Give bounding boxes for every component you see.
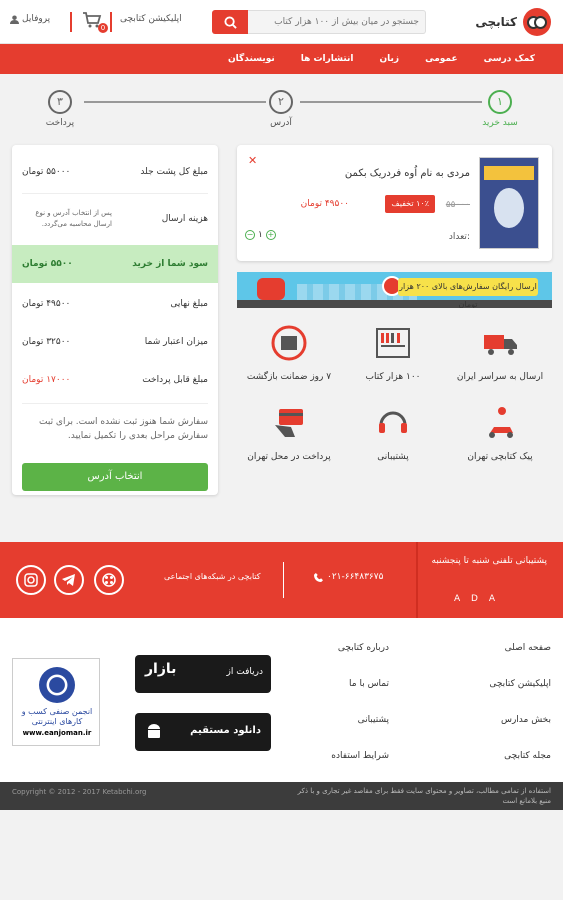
- summary-label: میزان اعتبار شما: [144, 337, 208, 347]
- footer-link-schools[interactable]: بخش مدارس: [500, 715, 551, 725]
- footer-link-magazine[interactable]: مجله کتابچی: [504, 751, 551, 761]
- enamad-logo-icon: [39, 667, 75, 703]
- header-divider: [70, 12, 72, 32]
- footer-contact: [0, 542, 563, 618]
- summary-row-credit: [12, 325, 218, 359]
- summary-value: ۵۵۰۰ تومان: [22, 259, 73, 269]
- summary-row-final: [12, 287, 218, 321]
- cart-button[interactable]: [82, 11, 106, 33]
- footer-link-app[interactable]: اپلیکیشن کتابچی: [489, 679, 551, 689]
- feature-label: ۷ روز ضمانت بازگشت: [246, 372, 332, 382]
- cart-item: [237, 145, 552, 261]
- support-value: A D A: [454, 594, 499, 604]
- feature-label: پیک کتابچی تهران: [467, 452, 533, 462]
- banner-text: ارسال رایگان سفارش‌های بالای ۲۰۰ هزار تومان: [398, 278, 538, 296]
- step-label: سبد خرید: [482, 118, 518, 128]
- nav-item-general[interactable]: عمومی: [425, 54, 458, 64]
- nav-item-authors[interactable]: نویسندگان: [228, 54, 275, 64]
- book-cover[interactable]: [479, 157, 539, 249]
- bazaar-logo: بازار: [145, 661, 177, 677]
- discount-badge: ۱۰٪ تخفیف: [385, 195, 435, 213]
- feature-support: [341, 403, 445, 462]
- courier-motorbike-icon: [257, 278, 285, 300]
- aparat-social-button[interactable]: [94, 565, 124, 595]
- step-number: ۳: [48, 90, 72, 114]
- footer-link-terms[interactable]: شرایط استفاده: [331, 751, 389, 761]
- disclaimer-text: استفاده از تمامی مطالب، تصاویر و محتوای سایت فقط برای مقاصد غیر تجاری و با ذکر منبع بلامانع است: [297, 787, 551, 805]
- telegram-social-button[interactable]: [54, 565, 84, 595]
- summary-label: مبلغ قابل پرداخت: [142, 375, 208, 385]
- copyright-text: Copyright © 2012 - 2017 Ketabchi.org: [12, 788, 147, 796]
- bookshelf-icon: [373, 323, 413, 363]
- phone-icon: [314, 573, 323, 582]
- card-payment-icon: [269, 403, 309, 443]
- summary-value: ۵۵۰۰۰ تومان: [22, 167, 71, 177]
- summary-label: مبلغ نهایی: [170, 299, 208, 309]
- app-link[interactable]: اپلیکیشن کتابچی: [120, 14, 182, 24]
- feature-label: پرداخت در محل تهران: [247, 452, 331, 462]
- phone-link[interactable]: [314, 572, 383, 582]
- old-price: ۵۵۰۰۰: [445, 200, 470, 210]
- instagram-social-button[interactable]: [16, 565, 46, 595]
- step-connector: [300, 101, 482, 103]
- android-icon: [145, 723, 163, 741]
- banner-road: [237, 300, 552, 308]
- phone-number: ۰۲۱-۶۶۴۸۳۶۷۵: [327, 572, 384, 582]
- profile-link[interactable]: [10, 14, 50, 24]
- step-address: [251, 90, 311, 128]
- profile-label: پروفایل: [22, 14, 51, 24]
- quantity-stepper: [245, 230, 276, 240]
- bazaar-get-label: دریافت از: [226, 667, 263, 677]
- footer-link-support[interactable]: پشتیبانی: [357, 715, 389, 725]
- footer-links: [0, 618, 563, 782]
- feature-label: ارسال به سراسر ایران: [456, 372, 544, 382]
- cert-text: انجمن صنفی کسب و کارهای اینترنتی: [21, 707, 93, 726]
- free-shipping-banner[interactable]: [237, 272, 552, 308]
- telegram-icon: [61, 572, 77, 588]
- summary-row-shipping: [12, 199, 218, 239]
- book-cover-art: [494, 188, 524, 228]
- category-nav: [0, 44, 563, 74]
- courier-icon: [480, 403, 520, 443]
- step-payment: [30, 90, 90, 128]
- user-icon: [10, 15, 19, 24]
- feature-shipping: [448, 323, 552, 382]
- summary-value: ۴۹۵۰۰ تومان: [22, 299, 71, 309]
- feature-label: پشتیبانی: [377, 452, 409, 462]
- step-label: پرداخت: [45, 118, 75, 128]
- aparat-icon: [101, 572, 117, 588]
- cart-badge: 0: [98, 23, 108, 33]
- logo[interactable]: [475, 6, 551, 38]
- direct-download-label: دانلود مستقیم: [190, 725, 261, 736]
- shipping-note: پس از انتخاب آدرس و نوع ارسال محاسبه می‌گردد.: [35, 209, 112, 228]
- footer-link-contact[interactable]: تماس با ما: [349, 679, 389, 689]
- direct-download-button[interactable]: [135, 713, 271, 751]
- instagram-icon: [23, 572, 39, 588]
- summary-label: مبلغ کل پشت جلد: [140, 167, 208, 177]
- step-label: آدرس: [270, 118, 292, 128]
- nav-item-publishers[interactable]: انتشارات ها: [300, 54, 354, 64]
- summary-value: ۱۷۰۰۰ تومان: [22, 375, 71, 385]
- bazaar-download-button[interactable]: [135, 655, 271, 693]
- step-cart: [470, 90, 530, 128]
- nav-item-language[interactable]: زبان: [379, 54, 400, 64]
- footer-link-home[interactable]: صفحه اصلی: [504, 643, 551, 653]
- return-box-icon: [269, 323, 309, 363]
- feature-books: [341, 323, 445, 382]
- summary-label: سود شما از خرید: [132, 259, 208, 269]
- header-divider: [110, 12, 112, 32]
- copyright-bar: [0, 782, 563, 810]
- quantity-value: ۱: [258, 230, 263, 240]
- trust-seal[interactable]: [12, 658, 100, 746]
- step-number: ۱: [488, 90, 512, 114]
- support-title: پشتیبانی تلفنی شنبه تا پنجشنبه: [431, 556, 547, 566]
- product-title[interactable]: مردی به نام اُوه فردریک بکمن: [344, 168, 470, 179]
- search-input[interactable]: [248, 10, 426, 34]
- footer-link-about[interactable]: درباره کتابچی: [337, 643, 389, 653]
- plus-icon[interactable]: +: [267, 230, 275, 239]
- summary-row-total: [12, 155, 218, 189]
- search-bar: [212, 10, 426, 34]
- step-number: ۲: [269, 90, 293, 114]
- summary-row-savings: [12, 245, 218, 283]
- feature-return: [237, 323, 341, 382]
- feature-cod: [237, 403, 341, 462]
- remove-item-icon[interactable]: ✕: [248, 154, 258, 167]
- header: [0, 0, 563, 44]
- search-icon: [224, 16, 237, 29]
- social-label: کتابچی در شبکه‌های اجتماعی: [164, 572, 261, 581]
- order-summary: [12, 145, 218, 495]
- truck-icon: [480, 323, 520, 363]
- step-connector: [84, 101, 266, 103]
- footer-divider: [416, 542, 418, 618]
- divider: [22, 403, 208, 404]
- divider: [22, 193, 208, 194]
- order-info-text: سفارش شما هنوز ثبت نشده است. برای ثبت سفارش مراحل بعدی را تکمیل نمایید.: [39, 417, 208, 441]
- select-address-button[interactable]: انتخاب آدرس: [22, 463, 208, 491]
- owl-logo-icon: [523, 8, 551, 36]
- feature-courier: [448, 403, 552, 462]
- headset-icon: [373, 403, 413, 443]
- summary-row-payable: [12, 363, 218, 397]
- footer-divider: [283, 562, 284, 598]
- logo-text: کتابچی: [475, 15, 517, 29]
- feature-label: ۱۰۰ هزار کتاب: [365, 372, 421, 382]
- minus-icon[interactable]: −: [246, 230, 254, 239]
- checkout-steps: [0, 90, 563, 136]
- product-price: ۴۹۵۰۰ تومان: [300, 199, 349, 209]
- cert-url: www.eanjoman.ir: [22, 729, 92, 737]
- book-cover-title: [484, 166, 534, 180]
- quantity-label: تعداد:: [448, 232, 470, 242]
- search-button[interactable]: [212, 10, 248, 34]
- summary-value: ۳۲۵۰۰ تومان: [22, 337, 71, 347]
- nav-item-educational[interactable]: کمک درسی: [483, 54, 535, 64]
- summary-label: هزینه ارسال: [161, 214, 208, 224]
